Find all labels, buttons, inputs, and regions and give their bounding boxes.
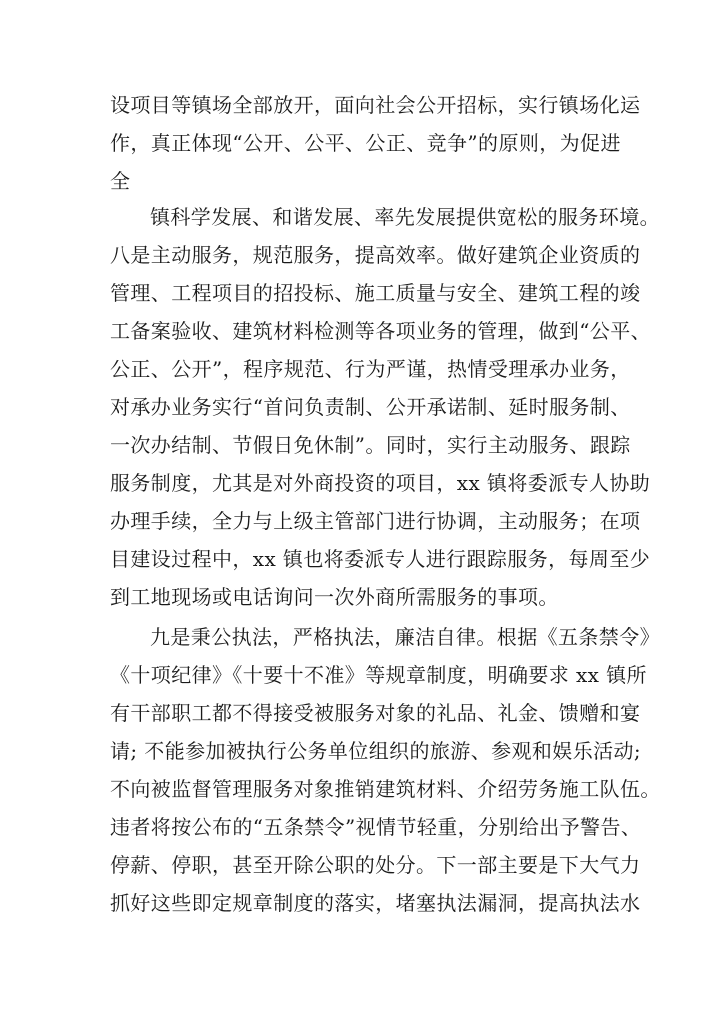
- text-line: 全: [110, 169, 131, 193]
- text-line: 管理、工程项目的招投标、施工质量与安全、建筑工程的竣: [110, 281, 641, 305]
- text-line: 作，真正体现“公开、公平、公正、竞争”的原则，为促进: [110, 131, 621, 155]
- text-line: 违者将按公布的“五条禁令”视情节轻重，分别给出予警告、: [110, 815, 642, 839]
- text-line: 到工地现场或电话询问一次外商所需服务的事项。: [110, 585, 559, 609]
- text-line: 《十项纪律》《十要十不准》等规章制度，明确要求 xx 镇所: [110, 663, 647, 687]
- paragraph-3: [110, 618, 661, 922]
- text-line: 工备案验收、建筑材料检测等各项业务的管理，做到“公平、: [110, 319, 652, 343]
- text-line: 公正、公开”，程序规范、行为严谨，热情受理承办业务，: [110, 357, 631, 381]
- text-line: 目建设过程中，xx 镇也将委派专人进行跟踪服务，每周至少: [110, 547, 651, 571]
- text-line: 抓好这些即定规章制度的落实，堵塞执法漏洞，提高执法水: [110, 891, 641, 915]
- text-line: 不向被监督管理服务对象推销建筑材料、介绍劳务施工队伍。: [110, 777, 661, 801]
- text-line: 一次办结制、节假日免休制”。同时，实行主动服务、跟踪: [110, 433, 631, 457]
- text-line: 有干部职工都不得接受被服务对象的礼品、礼金、馈赠和宴: [110, 701, 641, 725]
- text-line: 服务制度，尤其是对外商投资的项目，xx 镇将委派专人协助: [110, 471, 651, 495]
- text-line: 对承办业务实行“首问负责制、公开承诺制、延时服务制、: [110, 395, 631, 419]
- text-line: 八是主动服务，规范服务，提高效率。做好建筑企业资质的: [110, 243, 641, 267]
- text-line: 停薪、停职，甚至开除公职的处分。下一部主要是下大气力: [110, 853, 641, 877]
- text-line: 设项目等镇场全部放开，面向社会公开招标，实行镇场化运: [110, 93, 641, 117]
- paragraph-1: [110, 86, 641, 200]
- text-line: 九是秉公执法，严格执法，廉洁自律。根据《五条禁令》: [150, 625, 660, 649]
- paragraph-2: [110, 198, 660, 616]
- text-line: 办理手续，全力与上级主管部门进行协调，主动服务；在项: [110, 509, 641, 533]
- text-line: 镇科学发展、和谐发展、率先发展提供宽松的服务环境。: [150, 205, 660, 229]
- text-line: 请; 不能参加被执行公务单位组织的旅游、参观和娱乐活动;: [110, 739, 642, 763]
